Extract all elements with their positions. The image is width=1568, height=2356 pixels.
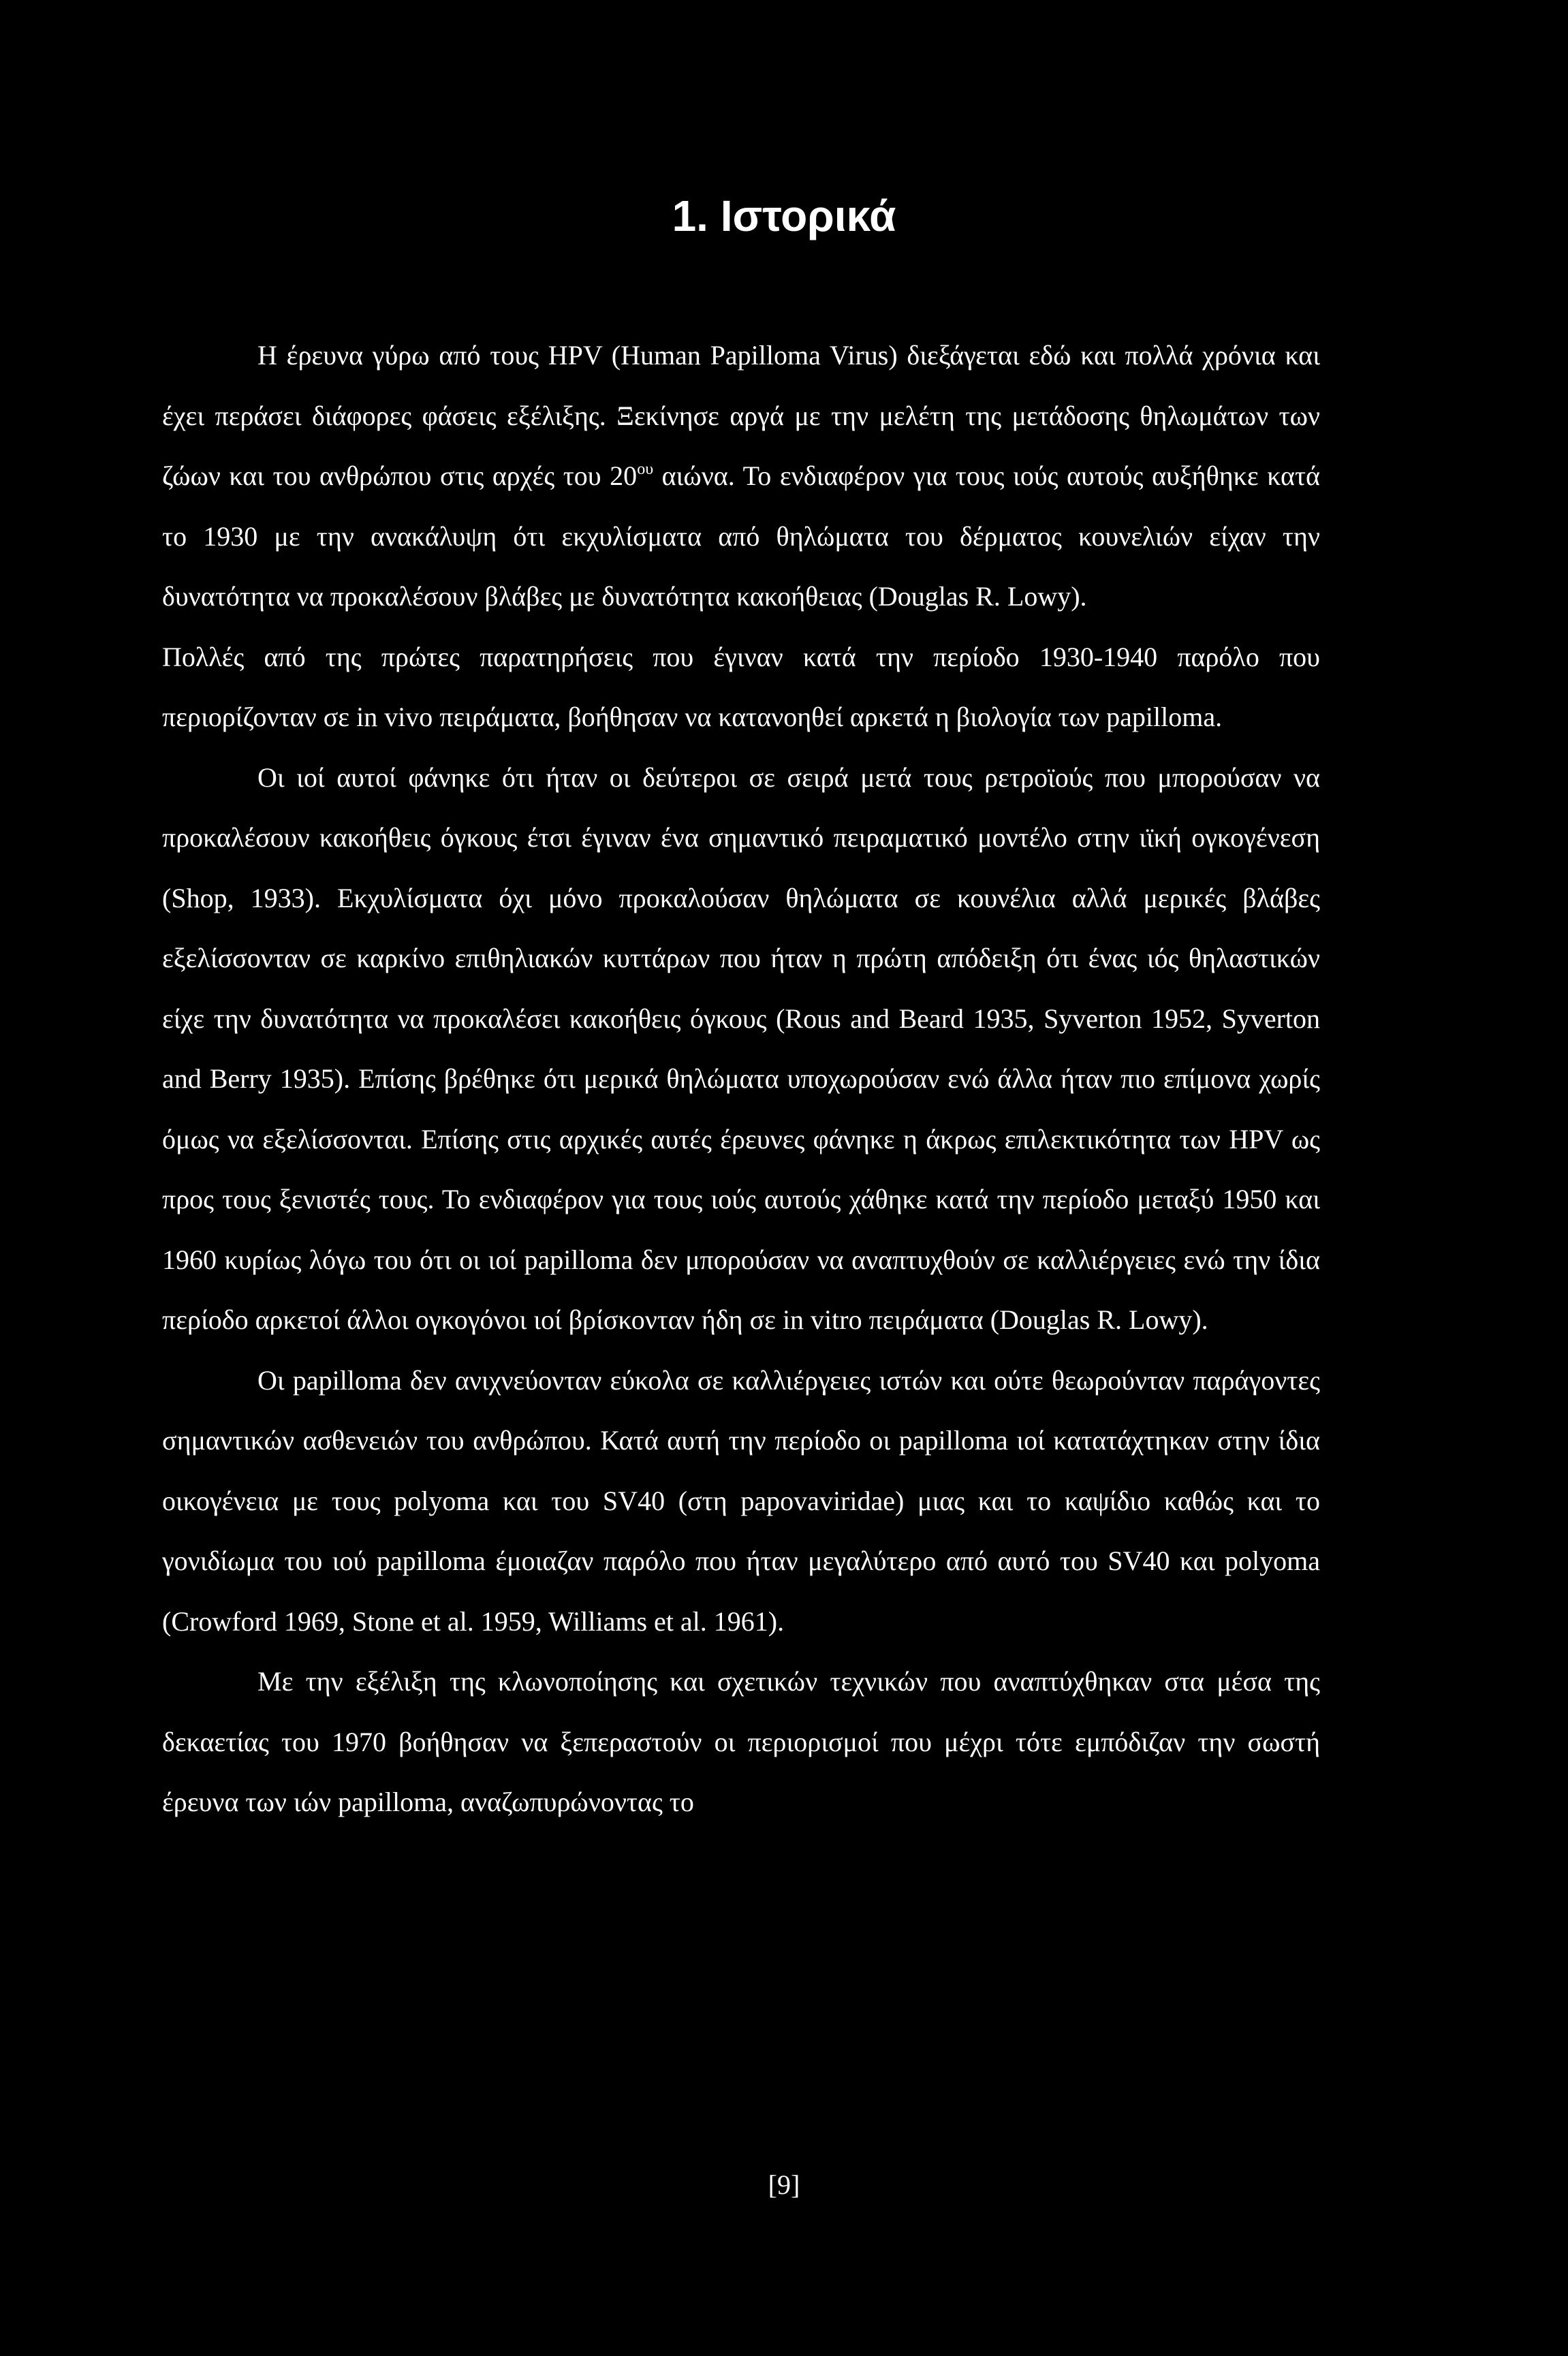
document-body [162, 326, 1320, 1833]
page-number: [9] [768, 2169, 800, 2200]
paragraph-4: Οι papilloma δεν ανιχνεύονταν εύκολα σε καλλιέργειες ιστών και ούτε θεωρούνταν παράγοντες σημαντικών ασθενειών του ανθρώπου. Κατά αυτή την περίοδο οι papilloma ιοί κατατάχτηκαν στην ίδια οικογένεια με τους polyoma και του SV40 (στη papovaviridae) μιας και το καψίδιο καθώς και το γονιδίωμα του ιού papilloma έμοιαζαν παρόλο που ήταν μεγαλύτερο από αυτό του SV40 και polyoma (Crowford 1969, Stone et al. 1959, Williams et al. 1961). [162, 1364, 1320, 1637]
paragraph-1-continuation: αιώνα. Το ενδιαφέρον για τους ιούς αυτούς αυξήθηκε κατά το 1930 με την ανακάλυψη ότι εκχυλίσματα από θηλώματα του δέρματος κουνελιών είχαν την δυνατότητα να προκαλέσουν βλάβες με δυνατότητα κακοήθειας (Douglas R. Lowy). [162, 460, 1320, 612]
page-title: 1. Ιστορικά [672, 191, 896, 240]
paragraph-5: Με την εξέλιξη της κλωνοποίησης και σχετικών τεχνικών που αναπτύχθηκαν στα μέσα της δεκαετίας του 1970 βοήθησαν να ξεπεραστούν οι περιορισμοί που μέχρι τότε εμπόδιζαν την σωστή έρευνα των ιών papilloma, αναζωπυρώνοντας το [162, 1666, 1320, 1817]
ordinal-superscript: ου [637, 460, 654, 478]
paragraph-1-text: Η έρευνα γύρω από τους HPV (Human Papilloma Virus) διεξάγεται εδώ και πολλά χρόνια και έχει περάσει διάφορες φάσεις εξέλιξης. Ξεκίνησε αργά με την μελέτη της μετάδοσης θηλωμάτων των ζώων και του ανθρώπου στις αρχές του 20 [162, 340, 1320, 491]
paragraph-2: Πολλές από της πρώτες παρατηρήσεις που έγιναν κατά την περίοδο 1930-1940 παρόλο που περιορίζονταν σε in vivo πειράματα, βοήθησαν να κατανοηθεί αρκετά η βιολογία των papilloma. [162, 641, 1320, 732]
paragraph-1 [162, 326, 1320, 627]
paragraph-3: Οι ιοί αυτοί φάνηκε ότι ήταν οι δεύτεροι σε σειρά μετά τους ρετροϊούς που μπορούσαν να προκαλέσουν κακοήθεις όγκους έτσι έγιναν ένα σημαντικό πειραματικό μοντέλο στην ιϊκή ογκογένεση (Shop, 1933). Εκχυλίσματα όχι μόνο προκαλούσαν θηλώματα σε κουνέλια αλλά μερικές βλάβες εξελίσσονταν σε καρκίνο επιθηλιακών κυττάρων που ήταν η πρώτη απόδειξη ότι ένας ιός θηλαστικών είχε την δυνατότητα να προκαλέσει κακοήθεις όγκους (Rous and Beard 1935, Syverton 1952, Syverton and Berry 1935). Επίσης βρέθηκε ότι μερικά θηλώματα υποχωρούσαν ενώ άλλα ήταν πιο επίμονα χωρίς όμως να εξελίσσονται. Επίσης στις αρχικές αυτές έρευνες φάνηκε η άκρως επιλεκτικότητα των HPV ως προς τους ξενιστές τους. Το ενδιαφέρον για τους ιούς αυτούς χάθηκε κατά την περίοδο μεταξύ 1950 και 1960 κυρίως λόγω του ότι οι ιοί papilloma δεν μπορούσαν να αναπτυχθούν σε καλλιέργειες ενώ την ίδια περίοδο αρκετοί άλλοι ογκογόνοι ιοί βρίσκονταν ήδη σε in vitro πειράματα (Douglas R. Lowy). [162, 761, 1320, 1335]
